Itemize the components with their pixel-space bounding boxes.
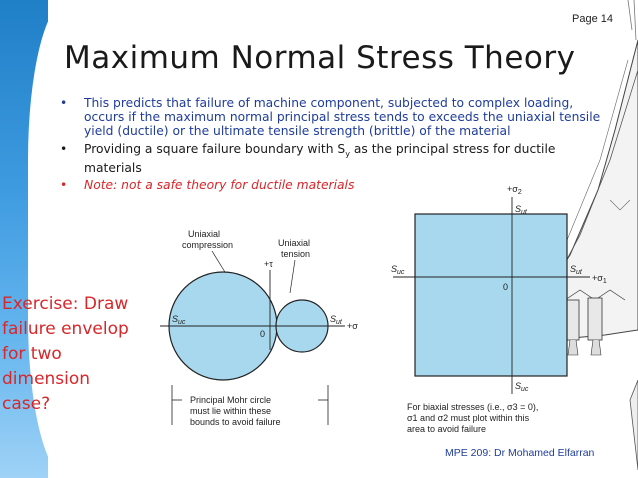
exercise-line: case? (2, 394, 51, 414)
origin-label: 0 (260, 329, 266, 339)
s-uc-bottom-label: $S_{uc}$ (515, 381, 529, 393)
bullet-text: Note: not a safe theory for ductile materials (84, 178, 355, 193)
s-ut-label: $S_{ut}$ (330, 314, 342, 326)
mohr-circle-figure (160, 225, 380, 450)
s-ut-right-label: $S_{ut}$ (570, 264, 582, 276)
bullet-text: This predicts that failure of machine component, subjected to complex loading, occurs if the maximum normal principal stress tends to exceeds the uniaxial tensile yield (ductile) or the ultimate tensile strength (brittle) of the material (84, 96, 601, 139)
mohr-caption: Principal Mohr circle (190, 395, 272, 405)
compression-label: compression (182, 240, 234, 250)
mohr-caption: must lie within these (190, 406, 272, 416)
exercise-prompt (2, 292, 142, 417)
s-uc-label: $S_{uc}$ (172, 314, 186, 326)
square-caption: area to avoid failure (407, 424, 487, 434)
bullet-dot: • (60, 96, 68, 110)
s-ut-top-label: $S_{ut}$ (515, 204, 527, 216)
square-failure-boundary-figure (385, 182, 615, 447)
origin-label: 0 (503, 282, 509, 292)
tension-leader (290, 260, 295, 293)
tension-label: tension (281, 249, 311, 259)
exercise-line: for two (2, 344, 62, 364)
sigma1-axis-label: $+\sigma_1$ (592, 273, 607, 285)
square-caption: For biaxial stresses (i.e., σ3 = 0), (407, 402, 539, 412)
bullet-dot: • (60, 178, 68, 193)
slide-title: Maximum Normal Stress Theory (64, 40, 576, 76)
bullet-text-pre: Providing a square failure boundary with S (84, 141, 346, 156)
bullet-text-post: as the principal stress for ductile materials (84, 141, 556, 176)
bullet-item (60, 96, 615, 139)
footer-credit: MPE 209: Dr Mohamed Elfarran (445, 447, 595, 459)
exercise-line: Exercise: Draw (2, 294, 129, 314)
bullet-list (60, 96, 615, 196)
square-caption: σ1 and σ2 must plot within this (407, 413, 530, 423)
bullet-subscript: y (345, 149, 350, 159)
exercise-line: dimension (2, 369, 91, 389)
page-number: Page 14 (572, 13, 613, 25)
compression-label: Uniaxial (188, 229, 221, 239)
bullet-dot: • (60, 141, 68, 156)
bullet-item (60, 142, 615, 176)
exercise-line: failure envelop (2, 319, 129, 339)
s-uc-left-label: $S_{uc}$ (391, 264, 405, 276)
sigma2-axis-label: $+\sigma_2$ (507, 184, 522, 196)
tau-axis-label: +τ (264, 259, 273, 269)
mohr-caption: bounds to avoid failure (190, 417, 281, 427)
safe-region-square (415, 214, 567, 376)
sigma-axis-label: +σ (347, 321, 358, 331)
tension-label: Uniaxial (278, 238, 311, 248)
